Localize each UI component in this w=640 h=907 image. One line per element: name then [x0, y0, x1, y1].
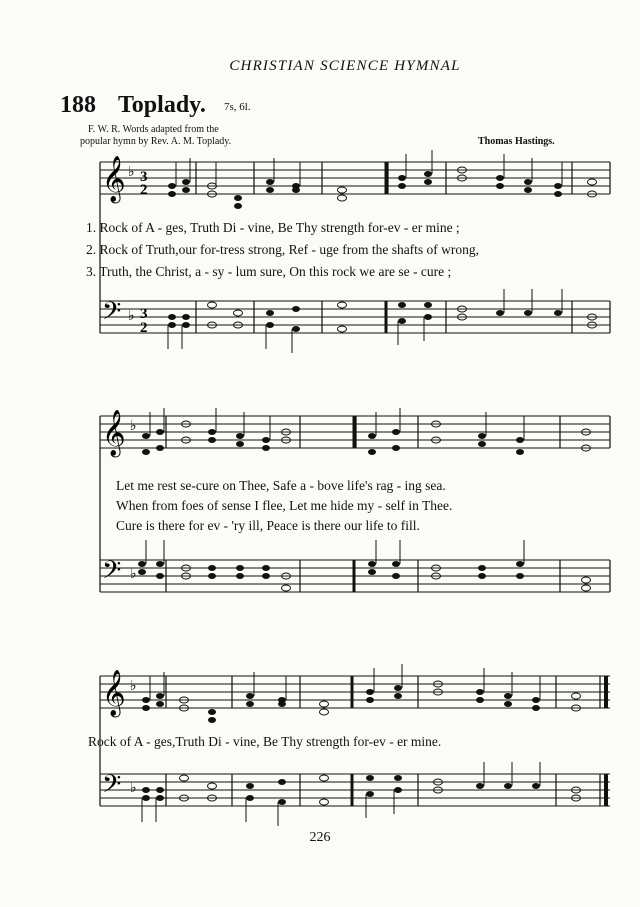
flat-sign-icon: ♭: [130, 780, 137, 796]
flat-sign-icon: ♭: [128, 308, 135, 324]
bass-staff-3: [100, 774, 610, 806]
verse-number: 2.: [86, 242, 97, 257]
hymn-number: 188: [60, 92, 96, 118]
time-signature-icon: 3: [140, 306, 148, 322]
tune-name: Toplady.: [118, 92, 206, 118]
verse-number: 1.: [86, 220, 97, 235]
flat-sign-icon: ♭: [130, 566, 137, 582]
verse-text: Truth, the Christ, a - sy - lum sure, On this rock we are se - cure ;: [99, 264, 452, 279]
meter: 7s, 6l.: [224, 101, 251, 113]
author-credit: F. W. R. Words adapted from the: [88, 124, 219, 135]
running-head: CHRISTIAN SCIENCE HYMNAL: [229, 58, 461, 74]
flat-sign-icon: ♭: [130, 678, 137, 694]
time-signature-icon: 2: [140, 182, 148, 198]
lyric-line: Cure is there for ev - 'ry ill, Peace is there our life to fill.: [116, 518, 420, 533]
treble-clef-icon: 𝄞: [102, 670, 126, 716]
treble-clef-icon: 𝄞: [102, 156, 126, 202]
page-number: 226: [309, 830, 331, 845]
bass-clef-icon: 𝄢: [102, 770, 122, 805]
verse-text: Rock of Truth,our for-tress strong, Ref - uge from the shafts of wrong,: [99, 242, 480, 257]
lyric-line: Rock of A - ges,Truth Di - vine, Be Thy strength for-ev - er mine.: [88, 734, 442, 749]
verse-text: Rock of A - ges, Truth Di - vine, Be Thy strength for-ev - er mine ;: [99, 220, 460, 235]
treble-staff-3: [100, 676, 610, 708]
time-signature-icon: 3: [140, 169, 148, 185]
lyric-line: Let me rest se-cure on Thee, Safe a - bove life's rag - ing sea.: [116, 478, 446, 493]
flat-sign-icon: ♭: [128, 164, 135, 180]
bass-clef-icon: 𝄢: [102, 297, 122, 332]
lyric-line: When from foes of sense I flee, Let me hide my - self in Thee.: [116, 498, 453, 513]
author-credit-continued: popular hymn by Rev. A. M. Toplady.: [80, 136, 232, 147]
final-barline: [600, 676, 606, 806]
bass-clef-icon: 𝄢: [102, 556, 122, 591]
verse-number: 3.: [86, 264, 97, 279]
treble-clef-icon: 𝄞: [102, 410, 126, 456]
composer-credit: Thomas Hastings.: [478, 136, 555, 147]
time-signature-icon: 2: [140, 320, 148, 336]
flat-sign-icon: ♭: [130, 418, 137, 434]
